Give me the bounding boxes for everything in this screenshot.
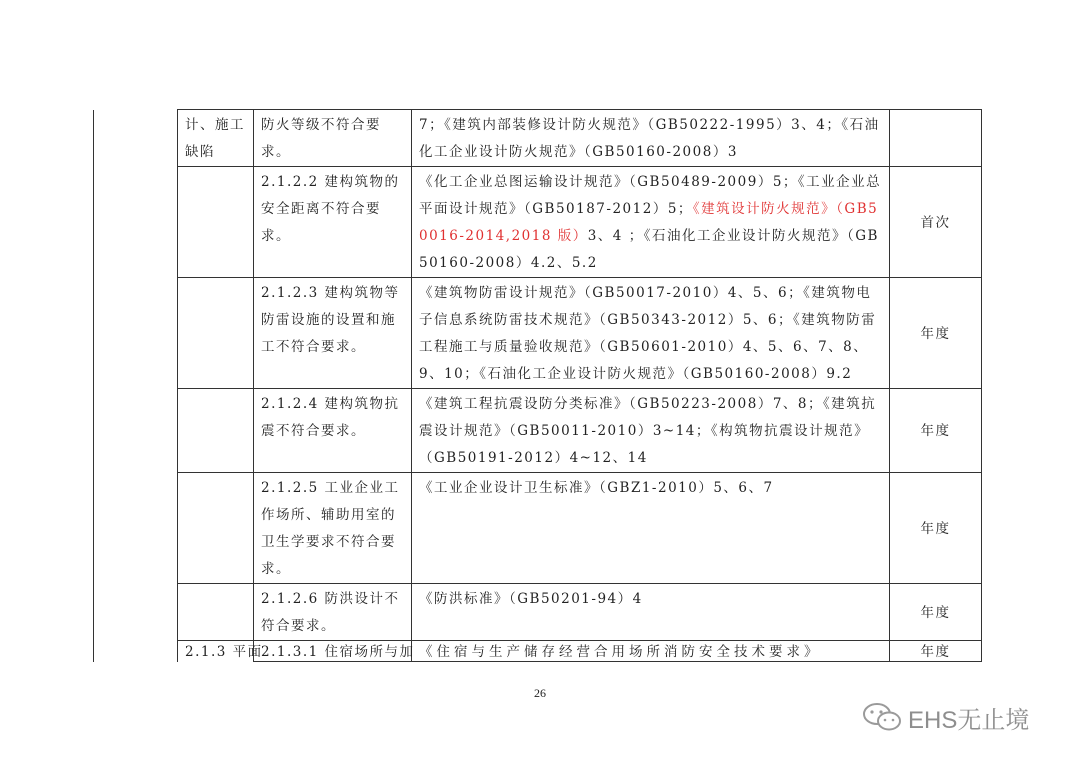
reference-cell: 《住宿与生产储存经营合用场所消防安全技术要求》 — [412, 641, 890, 662]
reference-cell: 《防洪标准》（GB50201-94）4 — [412, 584, 890, 641]
page-number: 26 — [534, 686, 546, 700]
frequency-cell: 年度 — [890, 641, 982, 662]
category-cell — [178, 278, 254, 389]
table-row — [94, 167, 982, 278]
category-cell: 计、施工缺陷 — [178, 110, 254, 167]
table-row — [94, 584, 982, 641]
item-cell: 2.1.2.4 建构筑物抗震不符合要求。 — [254, 389, 412, 473]
table-row — [94, 389, 982, 473]
category-cell — [178, 167, 254, 278]
reference-cell: 《化工企业总图运输设计规范》（GB50489-2009）5；《工业企业总平面设计规范》（GB50187-2012）5；《建筑设计防火规范》（GB50016-2014,2018 版）3、4 ；《石油化工企业设计防火规范》（GB50160-2008）4.2、5.2 — [412, 167, 890, 278]
category-cell — [178, 389, 254, 473]
blank-column-cell — [94, 278, 178, 389]
frequency-cell: 年度 — [890, 473, 982, 584]
category-cell — [178, 584, 254, 641]
category-cell: 2.1.3 平面 — [178, 641, 254, 662]
frequency-cell: 年度 — [890, 389, 982, 473]
highlighted-reference: 《建筑设计防火规范》（GB50016-2014,2018 版） — [419, 201, 879, 244]
reference-cell: 《工业企业设计卫生标准》（GBZ1-2010）5、6、7 — [412, 473, 890, 584]
blank-column-cell — [94, 110, 178, 167]
watermark-text: EHS无止境 — [908, 706, 1030, 734]
frequency-cell — [890, 110, 982, 167]
frequency-cell: 年度 — [890, 584, 982, 641]
item-cell: 2.1.2.2 建构筑物的安全距离不符合要求。 — [254, 167, 412, 278]
reference-cell: 7；《建筑内部装修设计防火规范》（GB50222-1995）3、4；《石油化工企业设计防火规范》（GB50160-2008）3 — [412, 110, 890, 167]
blank-column-cell — [94, 584, 178, 641]
category-cell — [178, 473, 254, 584]
frequency-cell: 年度 — [890, 278, 982, 389]
blank-column-cell — [94, 641, 178, 662]
reference-cell: 《建筑物防雷设计规范》（GB50017-2010）4、5、6；《建筑物电子信息系统防雷技术规范》（GB50343-2012）5、6；《建筑物防雷工程施工与质量验收规范》（GB50601-2010）4、5、6、7、8、9、10；《石油化工企业设计防火规范》（GB50160-2008）9.2 — [412, 278, 890, 389]
item-cell: 防火等级不符合要求。 — [254, 110, 412, 167]
blank-column-cell — [94, 389, 178, 473]
wechat-icon — [862, 702, 902, 732]
reference-cell: 《建筑工程抗震设防分类标准》（GB50223-2008）7、8；《建筑抗震设计规范》（GB50011-2010）3~14；《构筑物抗震设计规范》（GB50191-2012）4~12、14 — [412, 389, 890, 473]
blank-column-cell — [94, 473, 178, 584]
table-row — [94, 110, 982, 167]
blank-column-cell — [94, 167, 178, 278]
table-row — [94, 473, 982, 584]
table-row — [94, 641, 982, 662]
item-cell: 2.1.3.1 住宿场所与加 — [254, 641, 412, 662]
item-cell: 2.1.2.5 工业企业工作场所、辅助用室的卫生学要求不符合要求。 — [254, 473, 412, 584]
item-cell: 2.1.2.3 建构筑物等防雷设施的设置和施工不符合要求。 — [254, 278, 412, 389]
regulation-table — [93, 109, 982, 662]
item-cell: 2.1.2.6 防洪设计不符合要求。 — [254, 584, 412, 641]
table-row — [94, 278, 982, 389]
watermark — [862, 700, 1029, 734]
frequency-cell: 首次 — [890, 167, 982, 278]
